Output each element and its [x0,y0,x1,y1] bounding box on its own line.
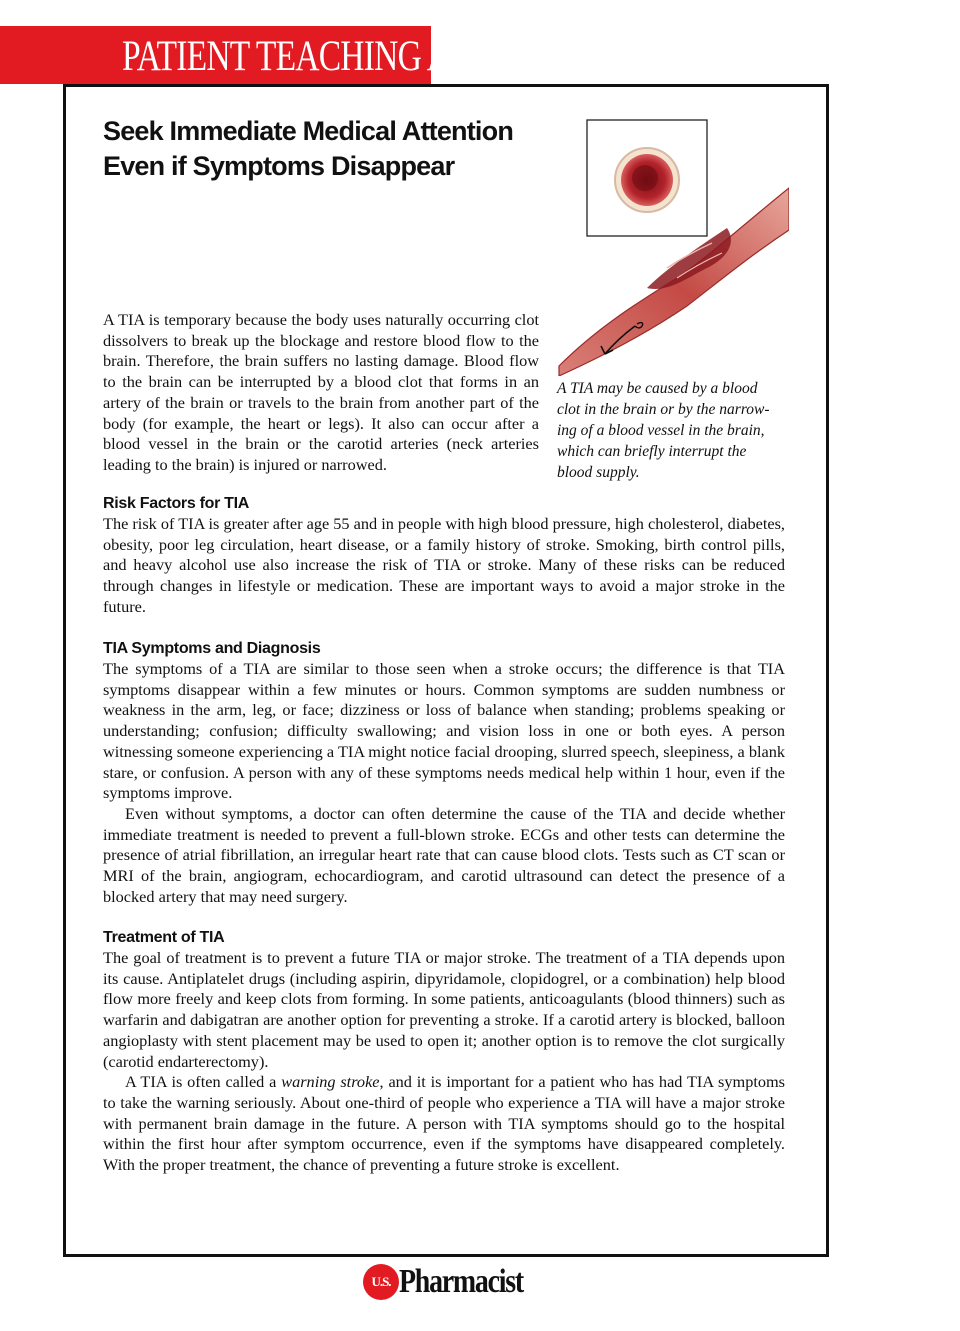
caption-line: clot in the brain or by the narrow- [557,401,770,418]
logo-wordmark: Pharmacist [399,1263,523,1300]
page-title [103,114,543,184]
section-heading: Treatment of TIA [103,929,225,946]
title-line-1: Seek Immediate Medical Attention [103,116,514,146]
intro-paragraph: A TIA is temporary because the body uses naturally occurring clot dissolvers to break up the blockage and restore blood flow to the brain. Therefore, the brain suffers no lasting damage. Blood flow to the brain can be interrupted by a blood clot that forms in an artery of the brain or travels to the brain from another part of the body (for example, the heart or legs). It also can occur after a blood vessel in the brain or the carotid arteries (neck arteries leading to the brain) is injured or narrowed. [103,310,539,474]
caption-line: A TIA may be caused by a blood [557,380,758,397]
section-paragraph: The goal of treatment is to prevent a future TIA or major stroke. The treatment of a TIA depends upon its cause. Antiplatelet drugs (including aspirin, dipyridamole, clopidogrel, or a combination) help blood flow more freely and keep clots from forming. In some patients, anticoagulants (blood thinners) such as warfarin and dabigatran are another option for preventing a stroke. If a carotid artery is blocked, balloon angioplasty with stent placement may be used to open it; another option is to remove the clot surgically (carotid endarterectomy). [103,948,785,1071]
section-paragraph: The risk of TIA is greater after age 55 and in people with high blood pressure, high cholesterol, diabetes, obesity, poor leg circulation, heart disease, or a family history of stroke. Smoking, birth control pills, and heavy alcohol use also increase the risk of TIA or stroke. Many of these risks can be reduced through changes in lifestyle or medication. These are important ways to avoid a major stroke in the future. [103,514,785,616]
banner-title: PATIENT TEACHING AID [122,33,485,80]
paragraph-text: A TIA is often called a [125,1072,282,1092]
caption-line: ing of a blood vessel in the brain, [557,422,765,439]
emphasis-text: warning stroke [281,1072,380,1092]
figure-caption [557,378,789,483]
section-paragraph: Even without symptoms, a doctor can often determine the cause of the TIA and decide whether immediate treatment is needed to prevent a full-blown stroke. ECGs and other tests can determine the presence of atrial fibrillation, an irregular heart rate that can cause blood clots. Tests such as CT scan or MRI of the brain, angiogram, echocardiogram, and carotid ultrasound can detect the presence of a blocked artery that may need surgery. [103,803,785,906]
paragraph-text: , and it is important for a patient who has had TIA symptoms to take the warning seriously. About one-third of people who experience a TIA will have a major stroke with permanent brain damage in the future. A person with TIA symptoms should go to the hospital within the first hour after symptom occurrence, even if the symptoms have disappeared completely. With the proper treatment, the chance of preventing a future stroke is excellent. [103,1072,785,1175]
section-heading: TIA Symptoms and Diagnosis [103,640,321,657]
logo-mark: U.S. [363,1264,399,1300]
section-heading: Risk Factors for TIA [103,495,250,512]
section-paragraph [103,1072,785,1176]
caption-line: which can briefly interrupt the [557,443,747,460]
section-paragraph: The symptoms of a TIA are similar to those seen when a stroke occurs; the difference is that TIA symptoms disappear within a few minutes or hours. Common symptoms are sudden numbness or weakness in the arm, leg, or face; dizziness or loss of balance when standing; problems speaking or understanding; confusion; difficulty swallowing; and vision loss in one or both eyes. A person witnessing someone experiencing a TIA might notice facial drooping, slurred speech, sleepiness, a blank stare, or confusion. A person with any of these symptoms needs medical help within 1 hour, even if the symptoms improve. [103,659,785,803]
title-line-2: Even if Symptoms Disappear [103,151,455,181]
section-symptoms [103,639,785,907]
us-pharmacist-logo [363,1262,563,1306]
blood-clot-artery-illustration [557,118,789,376]
caption-line: blood supply. [557,464,640,481]
section-risk-factors [103,494,785,618]
section-treatment [103,928,785,1176]
